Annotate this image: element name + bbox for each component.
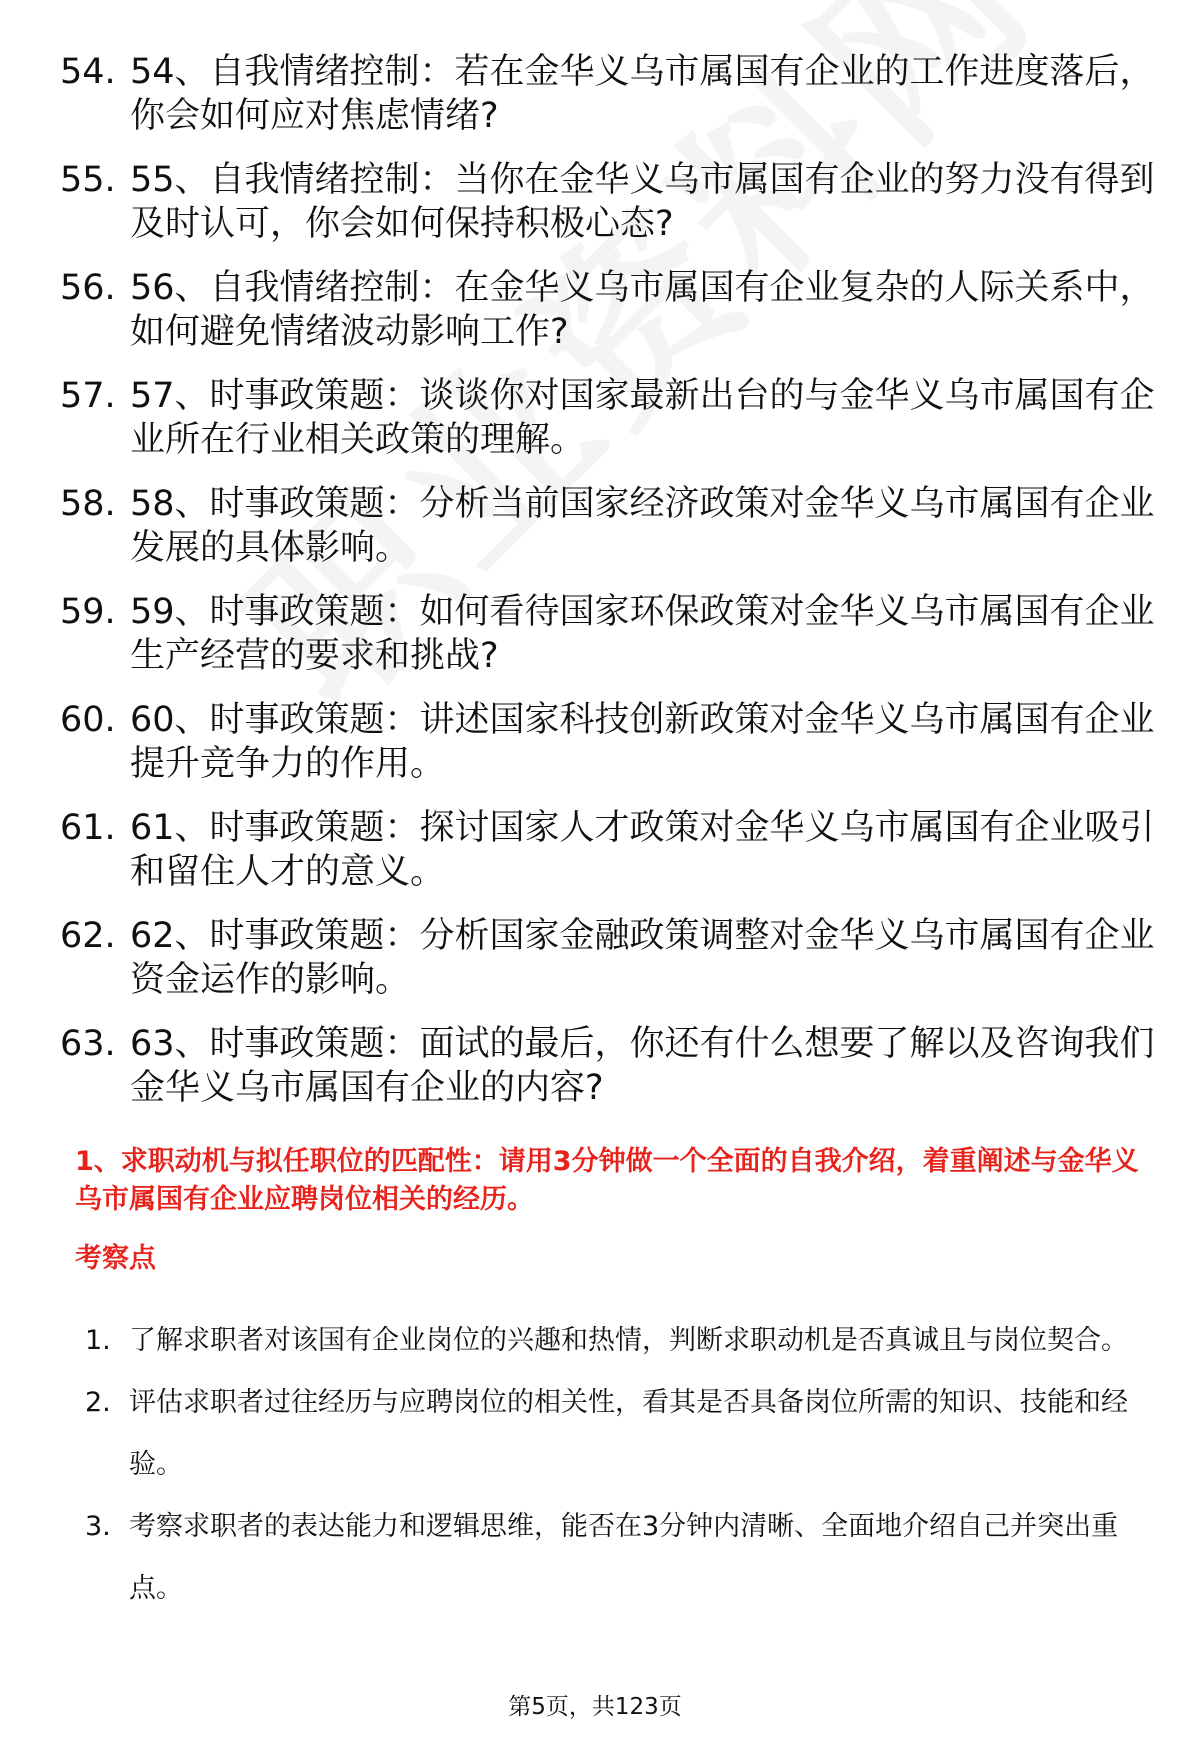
list-item (85, 1496, 1165, 1620)
list-item (60, 806, 1160, 894)
list-item (60, 482, 1160, 570)
list-item (60, 266, 1160, 354)
question-number: 58. (60, 484, 116, 524)
point-text: 评估求职者过往经历与应聘岗位的相关性，看其是否具备岗位所需的知识、技能和经验。 (129, 1387, 1128, 1480)
focus-heading: 考察点 (75, 1243, 156, 1274)
point-number: 1. (85, 1325, 111, 1356)
section-title: 1、求职动机与拟任职位的匹配性：请用3分钟做一个全面的自我介绍，着重阐述与金华义乌市属国有企业应聘岗位相关的经历。 (75, 1146, 1139, 1215)
list-item (60, 1022, 1160, 1110)
question-number: 55. (60, 160, 116, 200)
question-text: 57、时事政策题：谈谈你对国家最新出台的与金华义乌市属国有企业所在行业相关政策的理解。 (130, 376, 1155, 460)
list-item (60, 914, 1160, 1002)
question-text: 63、时事政策题：面试的最后，你还有什么想要了解以及咨询我们金华义乌市属国有企业的内容? (130, 1024, 1155, 1108)
point-text: 了解求职者对该国有企业岗位的兴趣和热情，判断求职动机是否真诚且与岗位契合。 (129, 1325, 1128, 1356)
list-item (60, 590, 1160, 678)
list-item (60, 158, 1160, 246)
list-item (60, 698, 1160, 786)
question-text: 54、自我情绪控制：若在金华义乌市属国有企业的工作进度落后，你会如何应对焦虑情绪? (130, 52, 1155, 136)
question-number: 63. (60, 1024, 116, 1064)
question-text: 56、自我情绪控制：在金华义乌市属国有企业复杂的人际关系中，如何避免情绪波动影响工作? (130, 268, 1155, 352)
list-item (85, 1372, 1165, 1496)
question-list (60, 50, 1160, 1130)
point-number: 3. (85, 1511, 111, 1542)
question-text: 59、时事政策题：如何看待国家环保政策对金华义乌市属国有企业生产经营的要求和挑战? (130, 592, 1155, 676)
question-number: 59. (60, 592, 116, 632)
question-number: 56. (60, 268, 116, 308)
list-item (60, 50, 1160, 138)
question-number: 60. (60, 700, 116, 740)
question-number: 61. (60, 808, 116, 848)
page-footer: 第5页，共123页 (508, 1694, 682, 1720)
question-number: 57. (60, 376, 116, 416)
list-item (60, 374, 1160, 462)
question-text: 55、自我情绪控制：当你在金华义乌市属国有企业的努力没有得到及时认可，你会如何保持积极心态? (130, 160, 1155, 244)
question-number: 54. (60, 52, 116, 92)
question-text: 62、时事政策题：分析国家金融政策调整对金华义乌市属国有企业资金运作的影响。 (130, 916, 1155, 1000)
question-text: 61、时事政策题：探讨国家人才政策对金华义乌市属国有企业吸引和留住人才的意义。 (130, 808, 1155, 892)
question-number: 62. (60, 916, 116, 956)
question-text: 60、时事政策题：讲述国家科技创新政策对金华义乌市属国有企业提升竞争力的作用。 (130, 700, 1155, 784)
point-text: 考察求职者的表达能力和逻辑思维，能否在3分钟内清晰、全面地介绍自己并突出重点。 (129, 1511, 1119, 1604)
focus-point-list (85, 1310, 1165, 1620)
list-item (85, 1310, 1165, 1372)
point-number: 2. (85, 1387, 111, 1418)
question-text: 58、时事政策题：分析当前国家经济政策对金华义乌市属国有企业发展的具体影响。 (130, 484, 1155, 568)
